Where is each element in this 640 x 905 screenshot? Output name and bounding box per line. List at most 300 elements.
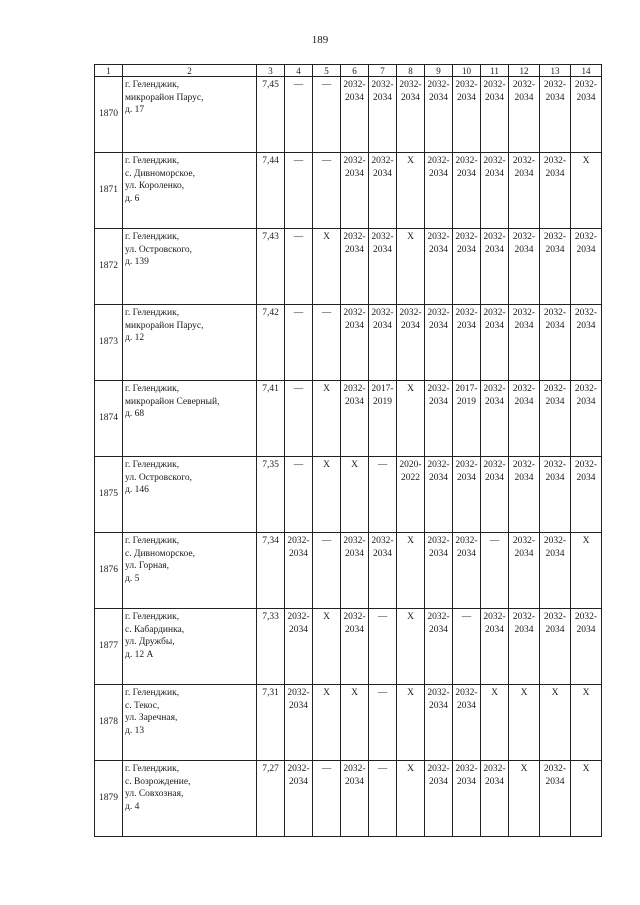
schedule-cell [540,533,571,609]
schedule-cell [453,77,481,153]
schedule-cell: — [453,609,481,685]
year-range-end: 2034 [545,320,565,331]
address-line: ул. Дружбы, [125,637,175,647]
year-range-end: 2034 [429,624,448,635]
schedule-cell: — [285,229,313,305]
year-range-start: 2032- [287,612,310,622]
column-number-row [95,65,602,77]
schedule-cell [453,229,481,305]
address-line: г. Геленджик, [125,308,180,318]
schedule-cell [540,229,571,305]
schedule-cell [481,77,509,153]
schedule-cell [540,305,571,381]
year-range-end: 2034 [514,624,534,635]
schedule-cell: Х [397,229,425,305]
year-range-start: 2032- [427,384,450,394]
schedule-cell: — [313,761,341,837]
column-header: 3 [257,65,285,77]
address-cell [123,77,257,153]
schedule-cell [397,305,425,381]
schedule-cell [481,305,509,381]
schedule-cell [571,305,602,381]
year-range-end: 2034 [514,244,534,255]
schedule-cell: Х [540,685,571,761]
schedule-cell [509,457,540,533]
schedule-cell: — [369,685,397,761]
year-range-start: 2032- [427,308,450,318]
schedule-cell [341,609,369,685]
year-range-start: 2032- [574,232,598,242]
schedule-cell [453,381,481,457]
schedule-cell [509,305,540,381]
year-range-start: 2032- [455,308,478,318]
year-range-start: 2032- [543,232,567,242]
year-range-end: 2034 [373,244,392,255]
address-line: д. 68 [125,409,145,419]
address-line: д. 5 [125,573,140,584]
schedule-cell: Х [571,533,602,609]
rating-cell: 7,35 [257,457,285,533]
table-row [95,609,602,685]
year-range-end: 2022 [401,472,420,483]
schedule-cell [425,609,453,685]
schedule-cell: — [313,533,341,609]
address-line: микрорайон Парус, [125,320,204,331]
row-number: 1872 [95,229,123,305]
year-range-start: 2032- [287,764,310,774]
schedule-cell [540,609,571,685]
year-range-start: 2020- [399,460,422,470]
address-line: д. 17 [125,105,145,115]
schedule-cell [369,381,397,457]
schedule-cell [341,77,369,153]
year-range-end: 2034 [373,92,392,103]
schedule-cell: Х [571,153,602,229]
year-range-end: 2034 [514,320,534,331]
schedule-cell: Х [313,229,341,305]
address-cell [123,381,257,457]
column-header: 8 [397,65,425,77]
schedule-cell [425,685,453,761]
schedule-cell [285,761,313,837]
table-row [95,457,602,533]
schedule-cell [509,609,540,685]
year-range-end: 2034 [345,396,364,407]
schedule-cell [481,457,509,533]
rating-cell: 7,31 [257,685,285,761]
year-range-end: 2034 [576,92,596,103]
table-row [95,305,602,381]
table-row [95,77,602,153]
year-range-start: 2032- [543,80,567,90]
column-header: 1 [95,65,123,77]
year-range-end: 2034 [485,244,504,255]
year-range-end: 2034 [485,624,504,635]
year-range-start: 2032- [287,688,310,698]
year-range-start: 2032- [343,308,366,318]
year-range-end: 2034 [457,700,476,711]
address-line: ул. Совхозная, [125,789,184,799]
schedule-cell [509,229,540,305]
address-line: с. Дивноморское, [125,168,195,179]
schedule-cell [509,153,540,229]
schedule-cell [540,153,571,229]
schedule-cell [285,685,313,761]
year-range-start: 2032- [427,232,450,242]
year-range-end: 2034 [576,396,596,407]
year-range-start: 2032- [343,384,366,394]
schedule-cell: — [285,305,313,381]
schedule-cell [341,153,369,229]
column-header: 6 [341,65,369,77]
address-line: микрорайон Северный, [125,396,220,407]
address-line: с. Кабардинка, [125,624,185,635]
year-range-end: 2034 [373,548,392,559]
year-range-start: 2032- [512,80,536,90]
schedule-cell: Х [313,381,341,457]
schedule-cell: Х [397,381,425,457]
year-range-end: 2034 [576,320,596,331]
year-range-start: 2032- [512,536,536,546]
row-number: 1870 [95,77,123,153]
address-cell [123,153,257,229]
year-range-start: 2032- [483,460,506,470]
year-range-end: 2034 [429,548,448,559]
address-line: с. Текос, [125,700,160,711]
table-row [95,153,602,229]
schedule-cell [540,761,571,837]
schedule-cell [571,381,602,457]
address-line: д. 12 А [125,649,154,660]
schedule-cell: Х [509,685,540,761]
address-line: г. Геленджик, [125,232,180,242]
row-number: 1877 [95,609,123,685]
schedule-cell [425,533,453,609]
row-number: 1879 [95,761,123,837]
address-line: ул. Горная, [125,561,170,571]
schedule-cell [425,381,453,457]
year-range-end: 2034 [545,548,565,559]
rating-cell: 7,42 [257,305,285,381]
schedule-cell: Х [481,685,509,761]
schedule-cell [453,685,481,761]
year-range-end: 2034 [485,396,504,407]
year-range-end: 2034 [545,168,565,179]
year-range-end: 2034 [457,548,476,559]
schedule-cell [425,153,453,229]
schedule-cell: — [313,153,341,229]
schedule-cell: — [285,381,313,457]
schedule-cell [369,77,397,153]
schedule-cell [453,153,481,229]
year-range-end: 2034 [345,624,364,635]
schedule-cell: Х [397,609,425,685]
table-row [95,533,602,609]
address-line: д. 139 [125,257,149,267]
year-range-start: 2032- [574,612,598,622]
year-range-start: 2032- [483,764,506,774]
year-range-end: 2034 [485,472,504,483]
rating-cell: 7,45 [257,77,285,153]
address-line: г. Геленджик, [125,536,180,546]
year-range-end: 2034 [429,168,448,179]
year-range-start: 2032- [287,536,310,546]
schedule-cell [369,533,397,609]
year-range-start: 2032- [512,384,536,394]
year-range-start: 2032- [574,308,598,318]
column-header: 5 [313,65,341,77]
year-range-start: 2032- [343,156,366,166]
address-cell [123,229,257,305]
year-range-end: 2034 [545,472,565,483]
page-number: 189 [311,34,329,46]
column-header: 7 [369,65,397,77]
register-table [94,64,602,837]
schedule-cell [571,77,602,153]
year-range-end: 2034 [485,92,504,103]
address-cell [123,457,257,533]
schedule-cell [341,761,369,837]
year-range-start: 2032- [427,536,450,546]
year-range-end: 2019 [457,396,476,407]
year-range-start: 2032- [371,156,394,166]
year-range-end: 2034 [345,92,364,103]
year-range-end: 2034 [401,92,420,103]
schedule-cell [397,77,425,153]
year-range-start: 2032- [455,460,478,470]
year-range-start: 2032- [455,156,478,166]
schedule-cell [453,761,481,837]
schedule-cell [397,457,425,533]
schedule-cell [341,381,369,457]
rating-cell: 7,43 [257,229,285,305]
year-range-start: 2017- [455,384,478,394]
row-number: 1871 [95,153,123,229]
schedule-cell: — [369,761,397,837]
row-number: 1873 [95,305,123,381]
schedule-cell: Х [397,685,425,761]
year-range-start: 2032- [512,156,536,166]
schedule-cell [571,609,602,685]
schedule-cell: Х [397,153,425,229]
column-header: 12 [509,65,540,77]
schedule-cell [481,609,509,685]
year-range-start: 2032- [483,232,506,242]
year-range-start: 2032- [455,232,478,242]
year-range-end: 2034 [545,244,565,255]
schedule-cell [425,761,453,837]
column-header: 13 [540,65,571,77]
year-range-end: 2034 [576,624,596,635]
rating-cell: 7,27 [257,761,285,837]
year-range-start: 2032- [483,80,506,90]
address-line: д. 146 [125,485,149,495]
year-range-end: 2034 [429,396,448,407]
year-range-start: 2032- [427,688,450,698]
schedule-cell [540,77,571,153]
year-range-start: 2032- [512,612,536,622]
year-range-end: 2019 [373,396,392,407]
year-range-start: 2032- [371,232,394,242]
schedule-cell: Х [341,457,369,533]
schedule-cell [481,761,509,837]
rating-cell: 7,41 [257,381,285,457]
year-range-end: 2034 [373,320,392,331]
year-range-end: 2034 [373,168,392,179]
address-line: ул. Островского, [125,244,192,255]
schedule-cell: — [369,609,397,685]
row-number: 1876 [95,533,123,609]
schedule-cell [369,229,397,305]
column-header: 2 [123,65,257,77]
schedule-cell [540,381,571,457]
year-range-start: 2032- [512,232,536,242]
schedule-cell [571,457,602,533]
address-line: д. 13 [125,725,145,736]
year-range-end: 2034 [457,776,476,787]
year-range-start: 2032- [543,536,567,546]
address-cell [123,305,257,381]
year-range-end: 2034 [289,548,308,559]
column-header: 14 [571,65,602,77]
year-range-start: 2032- [371,536,394,546]
schedule-cell [341,229,369,305]
year-range-start: 2032- [543,460,567,470]
address-line: с. Возрождение, [125,776,191,787]
address-line: ул. Короленко, [125,181,185,191]
schedule-cell [369,153,397,229]
schedule-cell [481,153,509,229]
year-range-start: 2032- [574,80,598,90]
year-range-end: 2034 [457,168,476,179]
address-line: г. Геленджик, [125,688,180,698]
rating-cell: 7,34 [257,533,285,609]
schedule-cell: Х [313,609,341,685]
schedule-cell: Х [313,685,341,761]
schedule-cell [453,457,481,533]
year-range-start: 2032- [371,308,394,318]
address-cell [123,685,257,761]
address-line: д. 6 [125,193,140,204]
year-range-end: 2034 [514,548,534,559]
year-range-end: 2034 [457,92,476,103]
table-row [95,381,602,457]
year-range-end: 2034 [429,472,448,483]
year-range-end: 2034 [485,320,504,331]
column-header: 9 [425,65,453,77]
year-range-start: 2032- [399,308,422,318]
year-range-start: 2032- [543,384,567,394]
schedule-cell: — [313,77,341,153]
address-line: г. Геленджик, [125,764,180,774]
year-range-end: 2034 [485,776,504,787]
year-range-end: 2034 [545,624,565,635]
year-range-start: 2032- [427,460,450,470]
year-range-end: 2034 [514,168,534,179]
schedule-cell: Х [571,761,602,837]
year-range-start: 2032- [574,384,598,394]
year-range-end: 2034 [345,776,364,787]
schedule-cell [481,229,509,305]
address-cell [123,533,257,609]
address-line: г. Геленджик, [125,80,180,90]
schedule-cell: Х [571,685,602,761]
year-range-start: 2032- [543,308,567,318]
schedule-cell: — [369,457,397,533]
schedule-cell [425,77,453,153]
address-line: г. Геленджик, [125,156,180,166]
address-line: г. Геленджик, [125,384,180,394]
schedule-cell: Х [313,457,341,533]
schedule-cell: Х [397,533,425,609]
year-range-start: 2032- [512,460,536,470]
schedule-cell [540,457,571,533]
address-line: микрорайон Парус, [125,92,204,103]
year-range-start: 2032- [512,308,536,318]
year-range-end: 2034 [345,168,364,179]
schedule-cell [425,457,453,533]
rating-cell: 7,33 [257,609,285,685]
year-range-start: 2032- [343,612,366,622]
year-range-start: 2032- [543,764,567,774]
address-line: г. Геленджик, [125,612,180,622]
row-number: 1875 [95,457,123,533]
schedule-cell: Х [341,685,369,761]
year-range-end: 2034 [429,700,448,711]
schedule-cell: Х [397,761,425,837]
schedule-cell: — [285,457,313,533]
rating-cell: 7,44 [257,153,285,229]
year-range-start: 2032- [343,232,366,242]
schedule-cell [285,533,313,609]
schedule-cell: Х [509,761,540,837]
year-range-start: 2032- [543,612,567,622]
schedule-cell [285,609,313,685]
year-range-start: 2032- [343,764,366,774]
year-range-end: 2034 [289,700,308,711]
row-number: 1878 [95,685,123,761]
year-range-end: 2034 [345,548,364,559]
year-range-end: 2034 [514,472,534,483]
year-range-end: 2034 [457,320,476,331]
year-range-end: 2034 [429,244,448,255]
year-range-end: 2034 [545,396,565,407]
address-cell [123,761,257,837]
year-range-start: 2017- [371,384,394,394]
table-row [95,761,602,837]
year-range-start: 2032- [371,80,394,90]
year-range-start: 2032- [483,612,506,622]
year-range-end: 2034 [429,320,448,331]
year-range-end: 2034 [485,168,504,179]
year-range-end: 2034 [429,92,448,103]
year-range-end: 2034 [289,776,308,787]
address-line: ул. Островского, [125,472,192,483]
schedule-cell [425,229,453,305]
year-range-end: 2034 [401,320,420,331]
year-range-start: 2032- [483,384,506,394]
year-range-start: 2032- [427,612,450,622]
year-range-end: 2034 [289,624,308,635]
schedule-cell: — [285,153,313,229]
schedule-cell [509,381,540,457]
column-header: 10 [453,65,481,77]
year-range-end: 2034 [514,396,534,407]
table-row [95,685,602,761]
schedule-cell: — [285,77,313,153]
year-range-start: 2032- [343,80,366,90]
year-range-start: 2032- [343,536,366,546]
